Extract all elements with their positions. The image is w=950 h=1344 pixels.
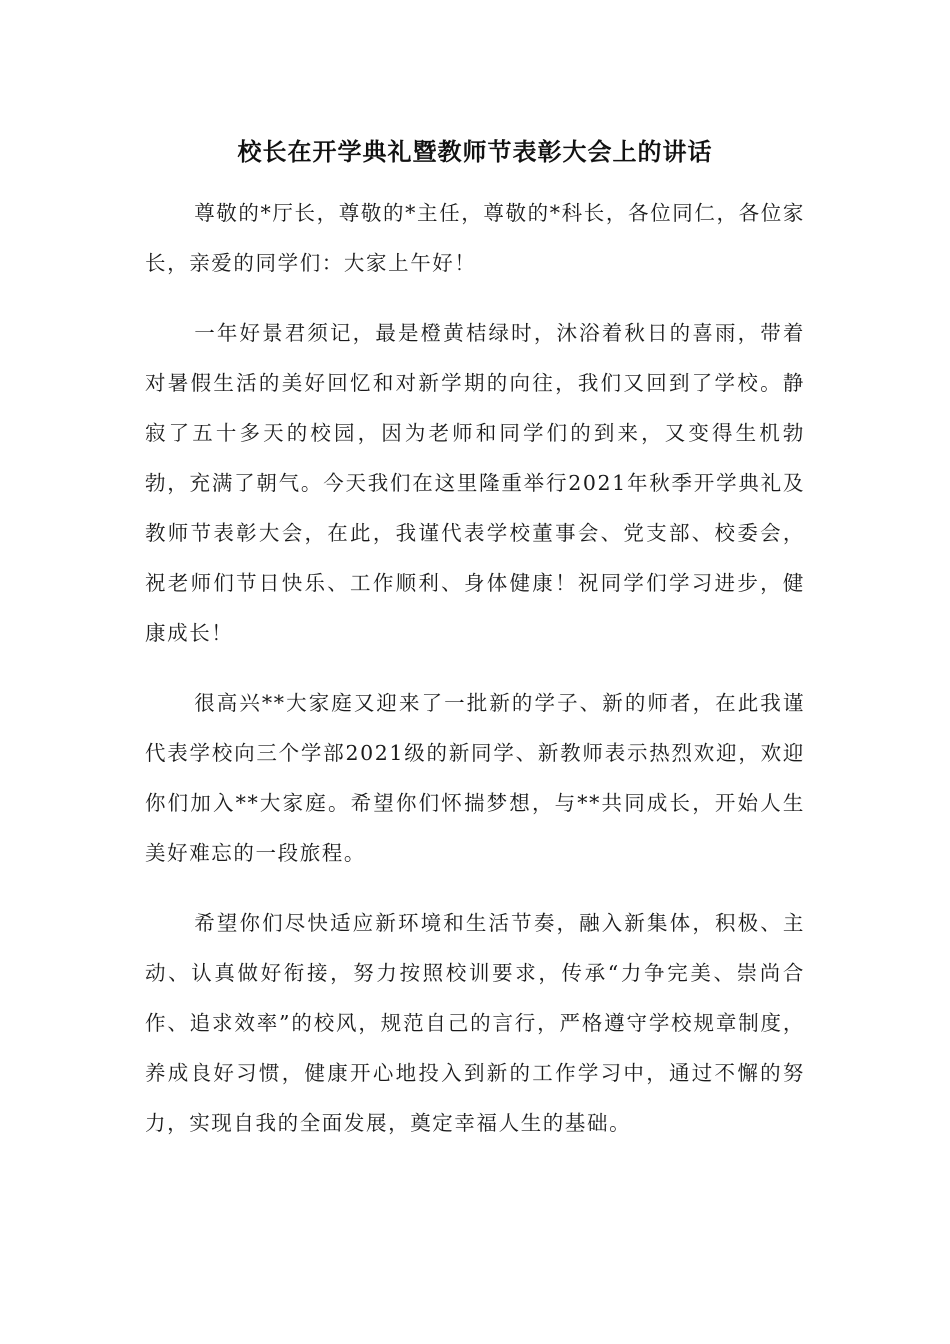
document-body <box>145 188 805 1168</box>
paragraph-greeting: 尊敬的*厅长，尊敬的*主任，尊敬的*科长，各位同仁，各位家长，亲爱的同学们：大家上午好！ <box>145 201 805 275</box>
document-title: 校长在开学典礼暨教师节表彰大会上的讲话 <box>237 137 713 166</box>
paragraph-expectations: 希望你们尽快适应新环境和生活节奏，融入新集体，积极、主动、认真做好衔接，努力按照校训要求，传承“力争完美、崇尚合作、追求效率”的校风，规范自己的言行，严格遵守学校规章制度，养成良好习惯，健康开心地投入到新的工作学习中，通过不懈的努力，实现自我的全面发展，奠定幸福人生的基础。 <box>145 911 805 1135</box>
paragraph-welcome: 很高兴**大家庭又迎来了一批新的学子、新的师者，在此我谨代表学校向三个学部2021级的新同学、新教师表示热烈欢迎，欢迎你们加入**大家庭。希望你们怀揣梦想，与**共同成长，开始人生美好难忘的一段旅程。 <box>145 691 805 865</box>
paragraph-opening: 一年好景君须记，最是橙黄桔绿时，沐浴着秋日的喜雨，带着对暑假生活的美好回忆和对新学期的向往，我们又回到了学校。静寂了五十多天的校园，因为老师和同学们的到来，又变得生机勃勃，充满了朝气。今天我们在这里隆重举行2021年秋季开学典礼及教师节表彰大会，在此，我谨代表学校董事会、党支部、校委会，祝老师们节日快乐、工作顺利、身体健康！祝同学们学习进步，健康成长！ <box>145 321 805 645</box>
